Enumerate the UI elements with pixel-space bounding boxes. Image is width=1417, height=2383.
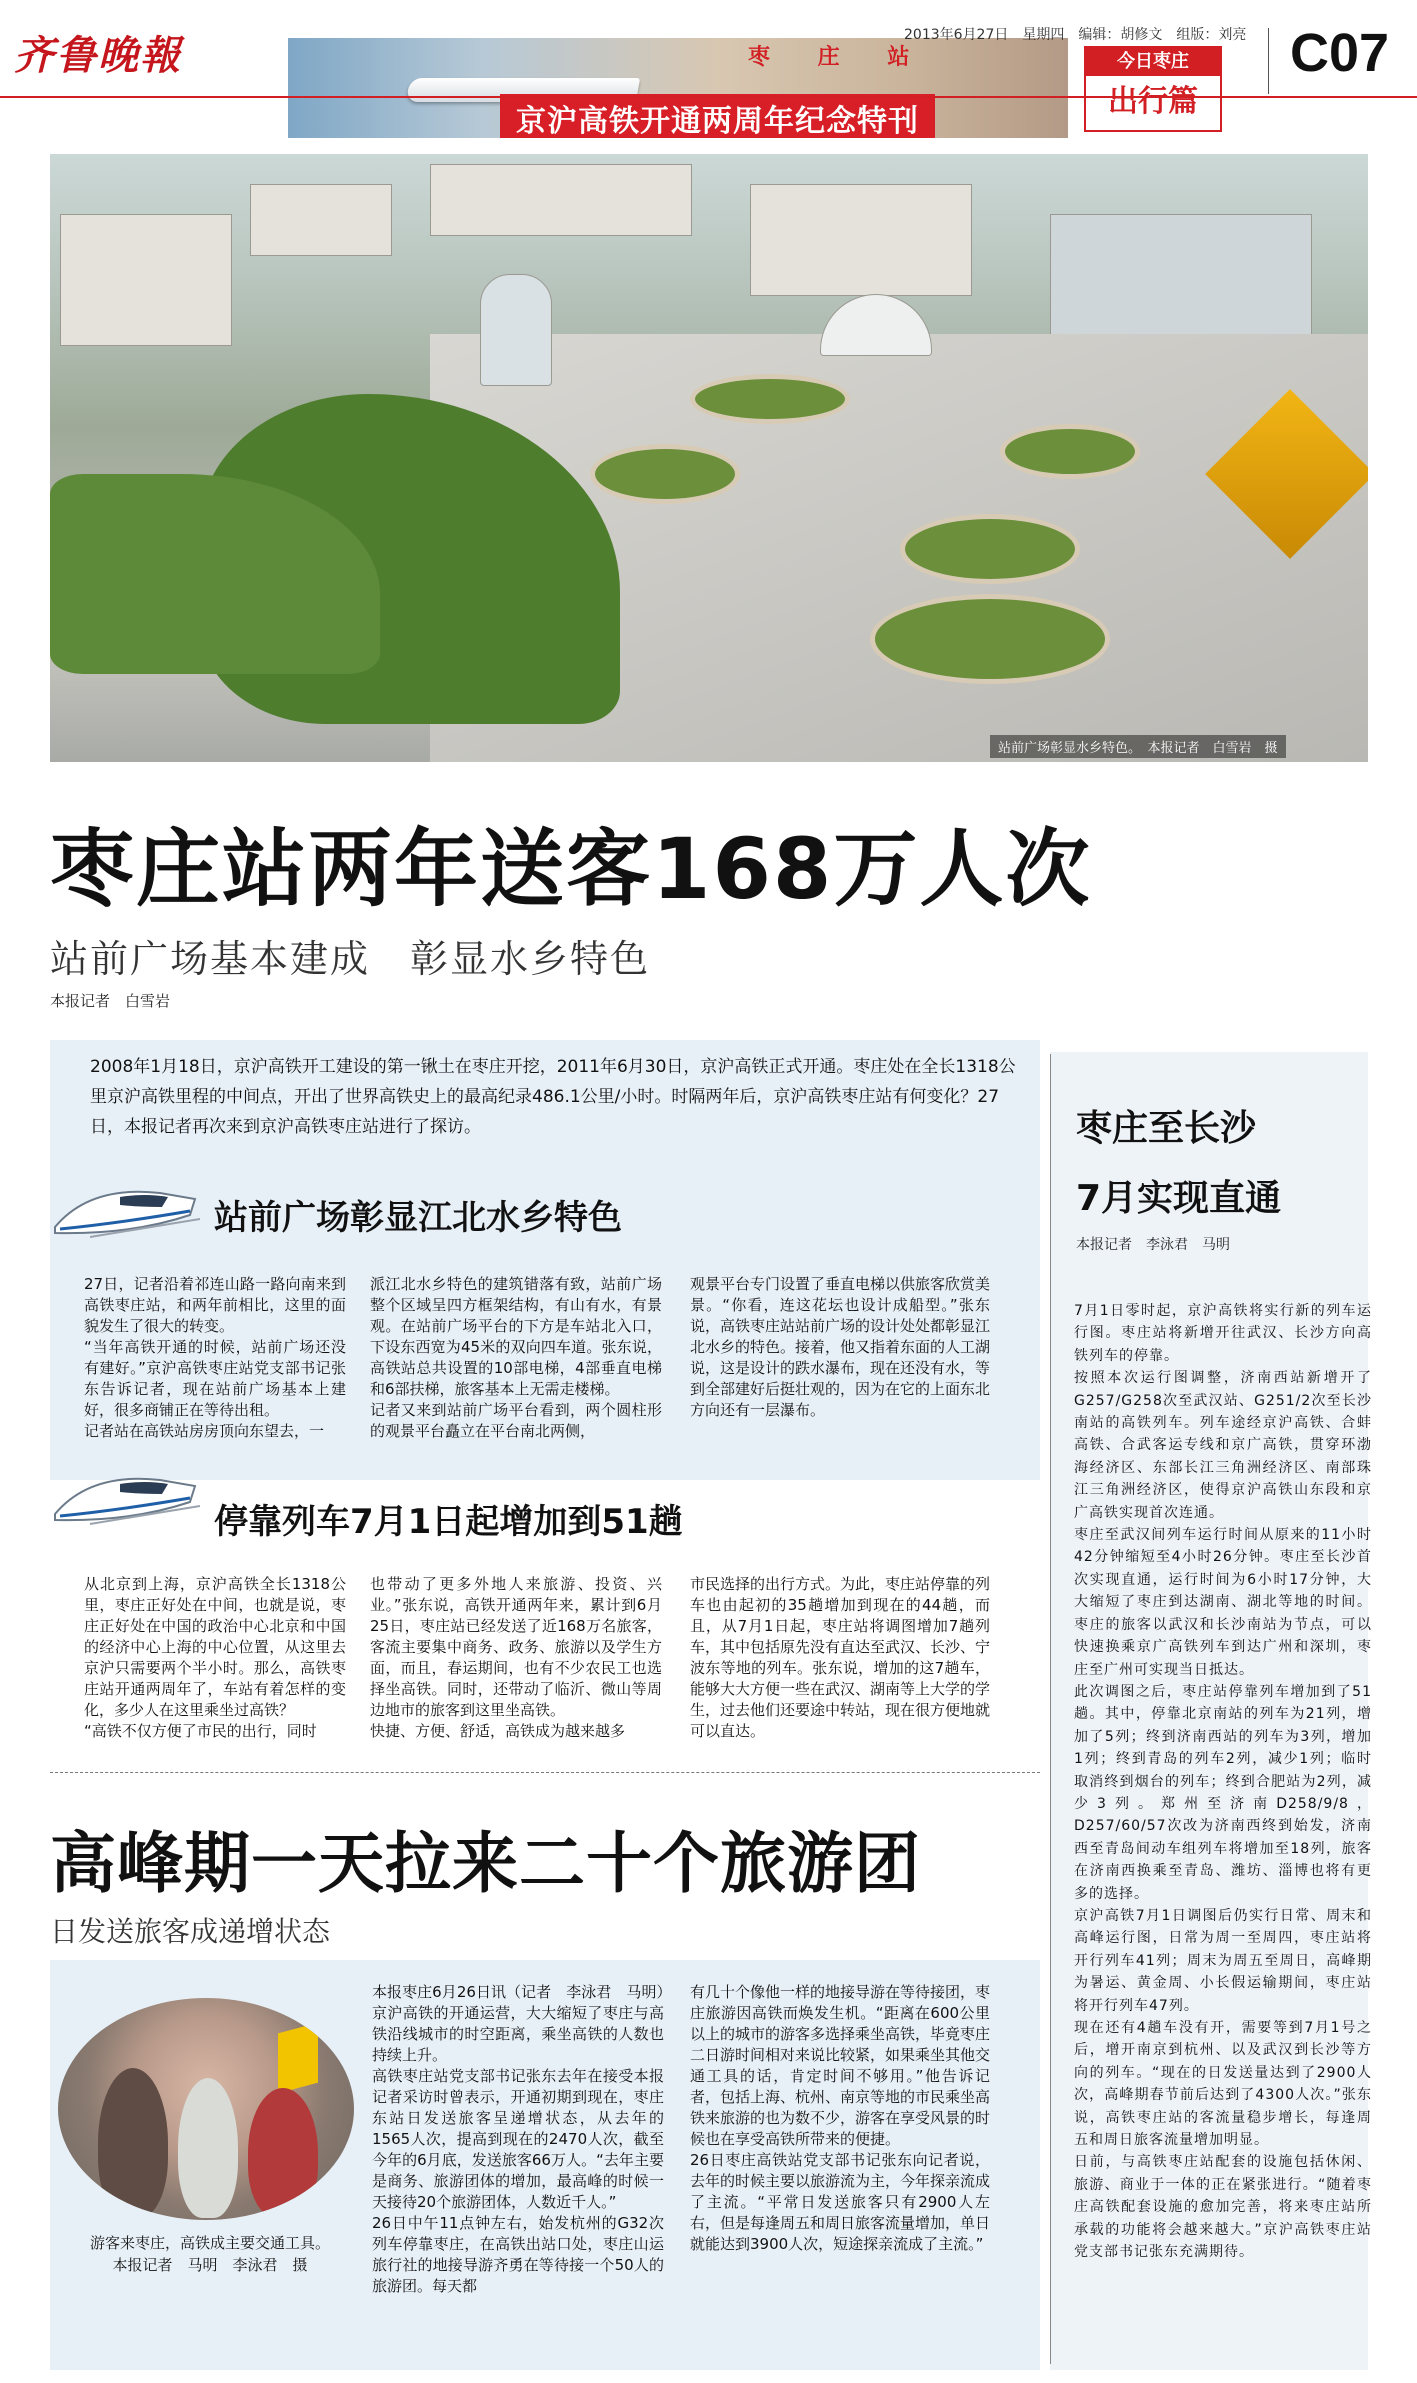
high-speed-train-icon [50,1175,200,1245]
high-speed-train-icon [50,1462,200,1532]
newspaper-logo: 齐鲁晚報 [14,32,182,79]
banner-station-sign: 枣 庄 站 [748,45,930,70]
section-divider [50,1772,1040,1773]
banner-title: 京沪高铁开通两周年纪念特刊 [500,94,935,138]
article1-byline: 本报记者 白雪岩 [50,992,171,1010]
photo-viewing-tower [480,274,552,386]
photo-planter [590,444,740,504]
article1-section2-col2: 也带动了更多外地人来旅游、投资、兴业。”张东说，高铁开通两年来，累计到6月25日，枣庄站已经发送了近168万名旅客，客流主要集中商务、政务、旅游以及学生方面，而且，春运期间，也有不少农民工也选择坐高铁。同时，还带动了临沂、微山等周边地市的旅客到这里坐高铁。 快捷、方便、舒适，高铁成为越来越多 [370,1575,662,1740]
article1-section2-heading: 停靠列车7月1日起增加到51趟 [214,1502,683,1542]
article1-headline: 枣庄站两年送客168万人次 [50,820,1092,918]
section-tag [1084,46,1222,132]
article2-subhead: 日发送旅客成递增状态 [50,1915,331,1948]
article2-headline: 高峰期一天拉来二十个旅游团 [50,1825,921,1902]
photo-planter [900,514,1080,584]
tourists-photo-caption: 游客来枣庄，高铁成主要交通工具。 本报记者 马明 李泳君 摄 [89,2234,330,2274]
article1-section1-col1: 27日，记者沿着祁连山路一路向南来到高铁枣庄站，和两年前相比，这里的面貌发生了很大的转变。 “当年高铁开通的时候，站前广场还没有建好。”京沪高铁枣庄站党支部书记张东告诉记者，现在站前广场基本上建好，很多商铺正在等待出租。 记者站在高铁站房房顶向东望去，一 [84,1275,346,1440]
photo-building [1050,214,1312,336]
special-issue-banner [288,38,1068,138]
photo-person [248,2088,318,2218]
main-photo-caption: 站前广场彰显水乡特色。 本报记者 白雪岩 摄 [990,735,1286,758]
article1-section1-col2: 派江北水乡特色的建筑错落有致，站前广场整个区域呈四方框架结构，有山有水，有景观。在站前广场平台的下方是车站北入口，下设东西宽为45米的双向四车道。张东说，高铁站总共设置的10部电梯，4部垂直电梯和6部扶梯，旅客基本上无需走楼梯。 记者又来到站前广场平台看到，两个圆柱形的观景平台矗立在平台南北两侧， [370,1275,662,1440]
article1-lead: 2008年1月18日，京沪高铁开工建设的第一锹土在枣庄开挖，2011年6月30日，京沪高铁正式开通。枣庄处在全长1318公里京沪高铁里程的中间点，开出了世界高铁史上的最高纪录486.1公里/小时。时隔两年后，京沪高铁枣庄站有何变化？27日，本报记者再次来到京沪高铁枣庄站进行了探访。 [90,1057,1016,1137]
station-plaza-photo [50,154,1368,762]
sidebar-title [1076,1094,1281,1234]
tourists-photo [58,1998,354,2220]
photo-person [178,2078,238,2218]
page-number: C07 [1290,23,1390,83]
photo-person [98,2068,168,2218]
tour-flag [278,2023,318,2094]
photo-dome [820,294,932,356]
sidebar-divider [1050,1054,1051,2364]
article1-subhead: 站前广场基本建成 彰显水乡特色 [50,937,651,981]
masthead-rule [0,96,1417,98]
article2-col2: 有几十个像他一样的地接导游在等待接团，枣庄旅游因高铁而焕发生机。“距离在600公里以上的城市的游客多选择乘坐高铁，毕竟枣庄二日游时间相对来说比较紧，如果乘坐其他交通工具的话，肯定时间不够用。”他告诉记者，包括上海、杭州、南京等地的市民乘坐高铁来旅游的也为数不少，游客在享受风景的时候也在享受高铁所带来的便捷。 26日枣庄高铁站党支部书记张东向记者说，去年的时候主要以旅游流为主，今年探亲流成了主流。“平常日发送旅客只有2900人左右，但是每逢周五和周日旅客流量增加，单日就能达到3900人次，短途探亲流成了主流。” [690,1983,991,2253]
photo-planter [690,374,850,424]
article1-section1-col3: 观景平台专门设置了垂直电梯以供旅客欣赏美景。“你看，连这花坛也设计成船型。”张东说，高铁枣庄站站前广场的设计处处都彰显江北水乡的特色。接着，他又指着东面的人工湖说，这是设计的跌水瀑布，现在还没有水，等到全部建好后挺壮观的，因为在它的上面东北方向还有一层瀑布。 [690,1275,991,1419]
article1-section2-col1: 从北京到上海，京沪高铁全长1318公里，枣庄正好处在中间，也就是说，枣庄正好处在中国的政治中心北京和中国的经济中心上海的中心位置，从这里去京沪只需要两个半小时。那么，高铁枣庄站开通两周年了，车站有着怎样的变化，多少人在这里乘坐过高铁？ “高铁不仅方便了市民的出行，同时 [84,1575,346,1740]
article1-section1-heading: 站前广场彰显江北水乡特色 [214,1198,622,1238]
photo-planter [1000,424,1140,479]
sidebar-text: 7月1日零时起，京沪高铁将实行新的列车运行图。枣庄站将新增开往武汉、长沙方向高铁列车的停靠。 按照本次运行图调整，济南西站新增开了G257/G258次至武汉站、G251/2次至长沙南站的高铁列车。列车途经京沪高铁、合蚌高铁、合武客运专线和京广高铁，贯穿环渤海经济区、东部长江三角洲经济区、南部珠江三角洲经济区，使得京沪高铁山东段和京广高铁实现首次连通。 枣庄至武汉间列车运行时间从原来的11小时42分钟缩短至4小时26分钟。枣庄至长沙首次实现直通，运行时间为6小时17分钟，大大缩短了枣庄到达湖南、湖北等地的时间。枣庄的旅客以武汉和长沙南站为节点，可以快速换乘京广高铁列车到达广州和深圳，枣庄至广州可实现当日抵达。 此次调图之后，枣庄站停靠列车增加到了51趟。其中，停靠北京南站的列车为21列，增加了5列；终到济南西站的列车为3列，增加1列；终到青岛的列车2列，减少1列；临时取消终到烟台的列车；终到合肥站为2列，减少3列。郑州至济南D258/9/8，D257/60/57次改为济南西终到始发，济南西至青岛间动车组列车将增加至18列，旅客在济南西换乘至青岛、潍坊、淄博也将有更多的选择。 京沪高铁7月1日调图后仍实行日常、周末和高峰运行图，日常为周一至周四，枣庄站将开行列车41列；周末为周五至周日，高峰期为暑运、黄金周、小长假运输期间，枣庄站将开行列车47列。 现在还有4趟车没有开，需要等到7月1号之后，增开南京到杭州、以及武汉到长沙等方向的列车。“现在的日发送量达到了2900人次，高峰期春节前后达到了4300人次。”张东说，高铁枣庄站的客流量稳步增长，每逢周五和周日旅客流量增加明显。 日前，与高铁枣庄站配套的设施包括休闲、旅游、商业于一体的正在紧张进行。“随着枣庄高铁配套设施的愈加完善，将来枣庄站所承载的功能将会越来越大。”京沪高铁枣庄站党支部书记张东充满期待。 [1074,1303,1372,2261]
photo-building [250,184,392,256]
sidebar-byline: 本报记者 李泳君 马明 [1076,1237,1230,1253]
section-tag-bottom: 出行篇 [1108,84,1198,119]
photo-planter [870,594,1110,684]
section-tag-top: 今日枣庄 [1086,48,1220,76]
sidebar-title-line2: 7月实现直通 [1076,1178,1282,1219]
article1-section2-col3: 市民选择的出行方式。为此，枣庄站停靠的列车也由起初的35趟增加到现在的44趟，而且，从7月1日起，枣庄站将调图增加7趟列车，其中包括原先没有直达至武汉、长沙、宁波东等地的列车。张东说，增加的这7趟车，能够大大方便一些在武汉、湖南等上大学的学生，过去他们还要途中转站，现在很方便地就可以直达。 [690,1575,991,1740]
dateline: 2013年6月27日 星期四 编辑：胡修文 组版：刘亮 [904,27,1247,43]
photo-building [60,214,232,346]
masthead-divider [1268,28,1269,94]
sidebar-title-line1: 枣庄至长沙 [1076,1108,1257,1149]
photo-building [430,164,692,236]
photo-building [750,184,972,296]
article2-col1: 本报枣庄6月26日讯（记者 李泳君 马明）京沪高铁的开通运营，大大缩短了枣庄与高铁沿线城市的时空距离，乘坐高铁的人数也持续上升。 高铁枣庄站党支部书记张东去年在接受本报记者采访时曾表示，开通初期到现在，枣庄东站日发送旅客呈递增状态，从去年的1565人次，提高到现在的2470人次，截至今年的6月底，发送旅客66万人。“去年主要是商务、旅游团体的增加，最高峰的时候一天接待20个旅游团体，人数近千人。” 26日中午11点钟左右，始发杭州的G32次列车停靠枣庄，在高铁出站口处，枣庄山运旅行社的地接导游齐勇在等待接一个50人的旅游团。每天都 [372,1983,664,2295]
